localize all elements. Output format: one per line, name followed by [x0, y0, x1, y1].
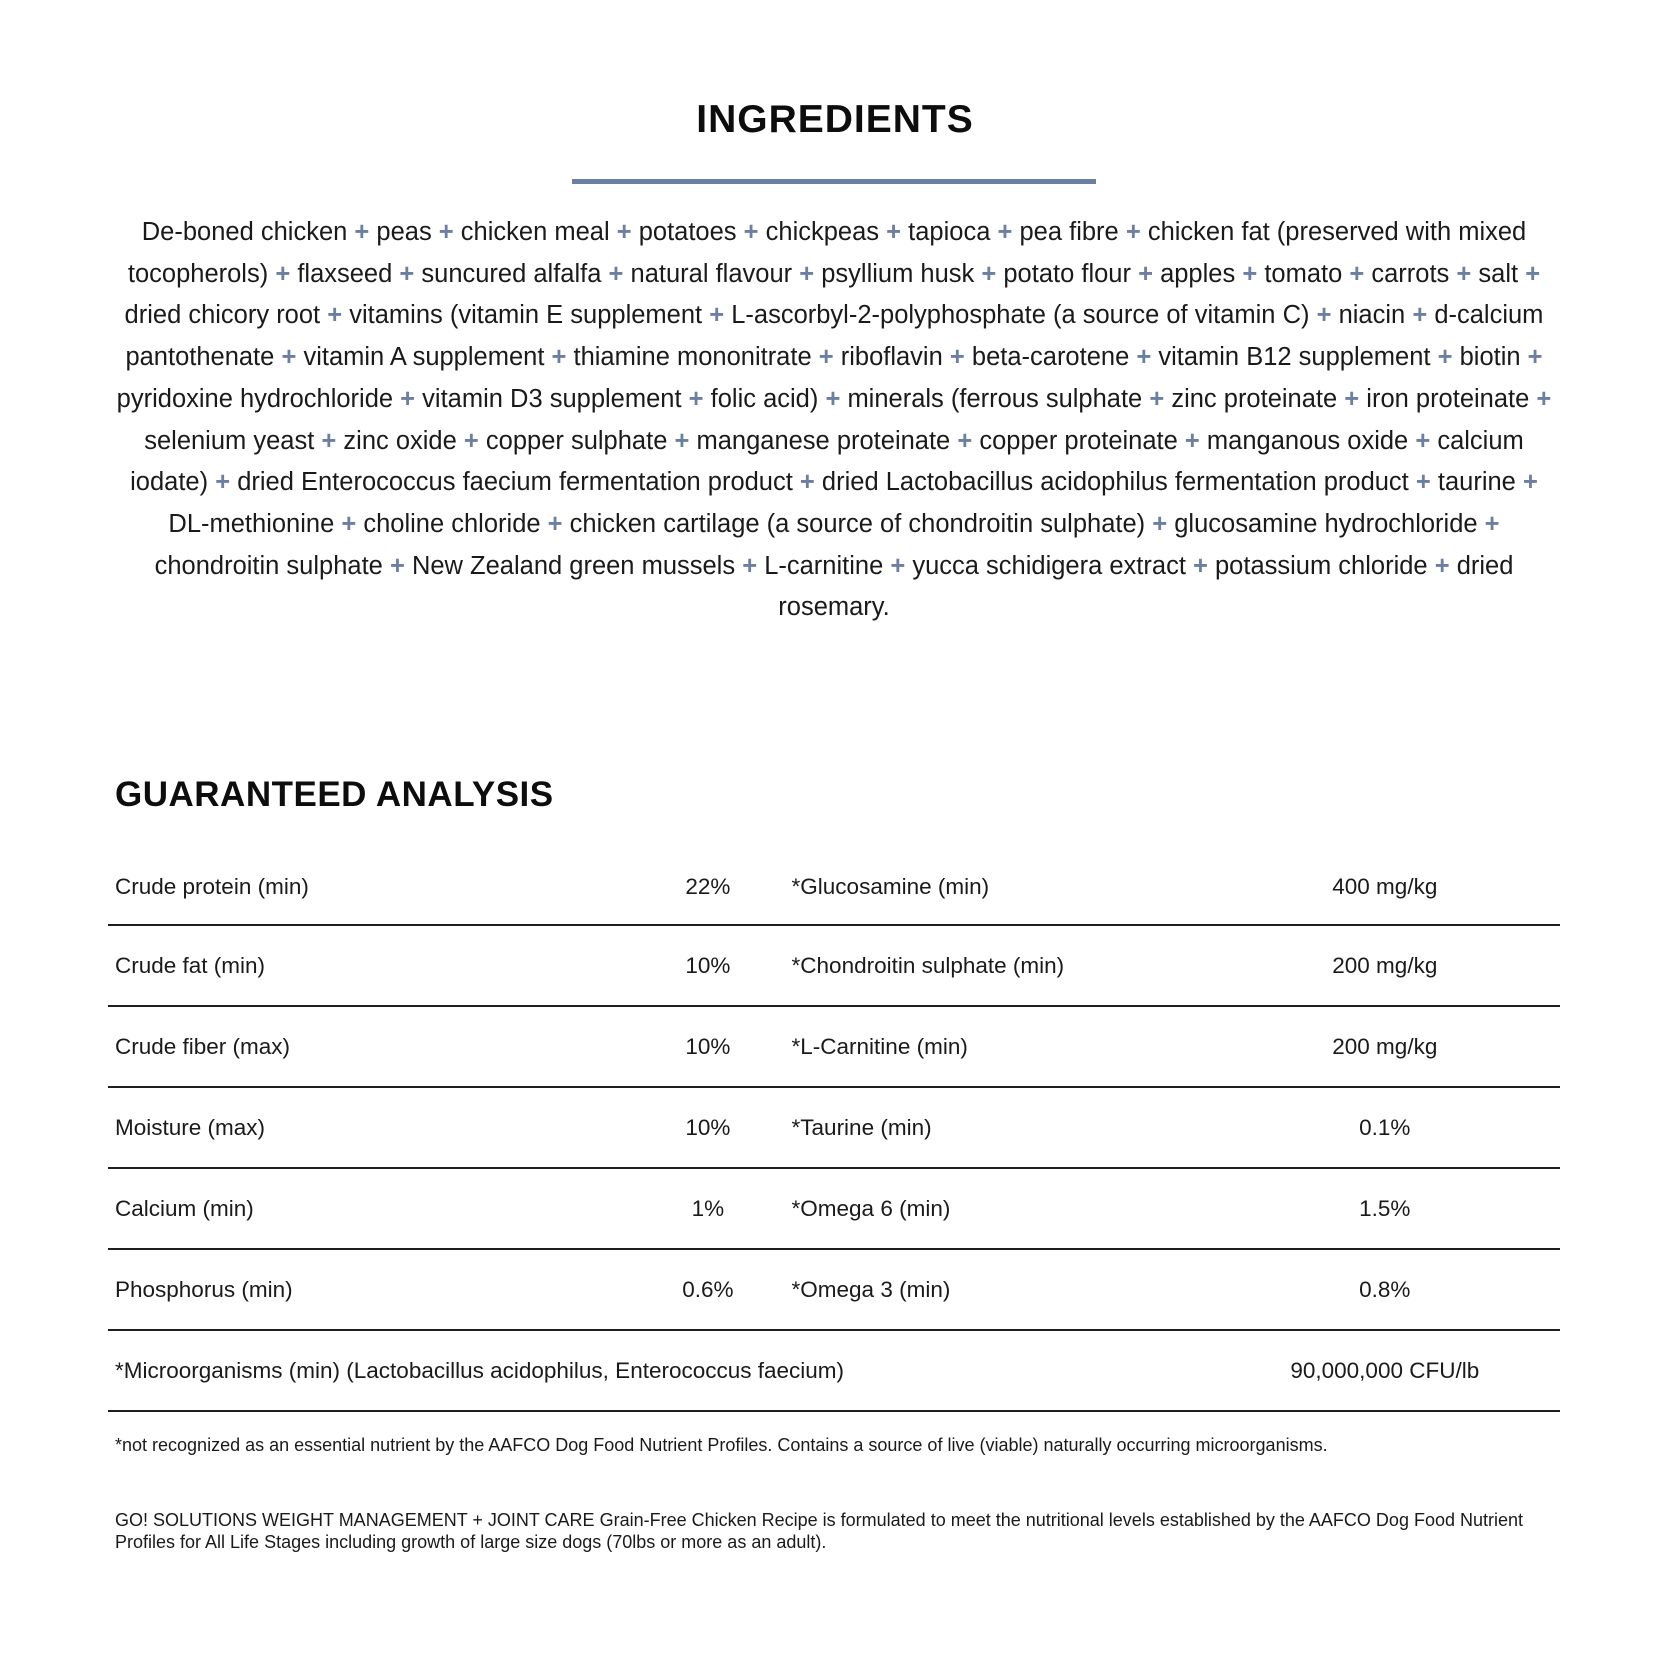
ingredient-item: chickpeas: [765, 218, 880, 246]
ingredient-item: copper sulphate: [485, 426, 668, 455]
plus-separator-icon: +: [1456, 259, 1472, 288]
plus-separator-icon: +: [438, 218, 454, 246]
plus-separator-icon: +: [275, 259, 291, 288]
ingredient-item: pea fibre: [1019, 218, 1119, 246]
nutrient-value: 90,000,000 CFU/lb: [1210, 1330, 1560, 1411]
plus-separator-icon: +: [399, 259, 415, 288]
ingredient-item: vitamins (vitamin E supplement: [349, 301, 703, 330]
plus-separator-icon: +: [608, 259, 624, 288]
ingredient-item: choline chloride: [363, 509, 541, 538]
ingredient-item: dried chicory root: [124, 301, 321, 330]
table-row: [108, 1168, 1560, 1249]
nutrient-name: *Glucosamine (min): [788, 850, 1210, 925]
ingredient-item: vitamin B12 supplement: [1158, 343, 1431, 372]
nutrient-value: 0.1%: [1210, 1087, 1560, 1168]
nutrient-name: Phosphorus (min): [108, 1249, 628, 1330]
ingredient-item: natural flavour: [630, 259, 793, 288]
nutrient-value: 10%: [628, 1006, 787, 1087]
plus-separator-icon: +: [890, 551, 906, 580]
plus-separator-icon: +: [981, 259, 997, 288]
nutrient-value: 10%: [628, 1087, 787, 1168]
plus-separator-icon: +: [1125, 218, 1141, 246]
plus-separator-icon: +: [616, 218, 632, 246]
table-row: [108, 925, 1560, 1006]
nutrient-value: 1.5%: [1210, 1168, 1560, 1249]
plus-separator-icon: +: [997, 218, 1013, 246]
ingredient-item: L-ascorbyl-2-polyphosphate (a source of vitamin C): [731, 301, 1310, 330]
table-row: [108, 1249, 1560, 1330]
ingredient-item: potatoes: [638, 218, 737, 246]
ingredient-item: salt: [1478, 259, 1519, 288]
ingredient-item: thiamine mononitrate: [573, 343, 812, 372]
plus-separator-icon: +: [825, 384, 841, 413]
ingredient-item: yucca schidigera extract: [912, 551, 1186, 580]
ingredient-item: minerals (ferrous sulphate: [847, 384, 1143, 413]
plus-separator-icon: +: [463, 426, 479, 455]
plus-separator-icon: +: [341, 509, 357, 538]
ingredient-item: vitamin A supplement: [303, 343, 545, 372]
nutrient-value: 200 mg/kg: [1210, 1006, 1560, 1087]
plus-separator-icon: +: [886, 218, 902, 246]
ingredients-title: INGREDIENTS: [696, 98, 974, 141]
aafco-statement: GO! SOLUTIONS WEIGHT MANAGEMENT + JOINT CARE Grain-Free Chicken Recipe is formulated to meet the nutritional levels established by the AAFCO Dog Food Nutrient Profiles for All Life Stages including growth of large size dogs (70lbs or more as an adult).: [115, 1510, 1524, 1552]
ingredient-item: folic acid): [710, 384, 819, 413]
plus-separator-icon: +: [1193, 551, 1208, 580]
table-row: [108, 1087, 1560, 1168]
ingredient-item: dried rosemary.: [778, 551, 1514, 622]
plus-separator-icon: +: [743, 218, 759, 246]
plus-separator-icon: +: [688, 384, 704, 413]
plus-separator-icon: +: [1152, 509, 1168, 538]
ingredient-item: apples: [1160, 259, 1236, 288]
nutrient-value: 0.8%: [1210, 1249, 1560, 1330]
ingredient-item: manganous oxide: [1206, 426, 1409, 455]
plus-separator-icon: +: [1344, 384, 1360, 413]
analysis-title: GUARANTEED ANALYSIS: [115, 775, 554, 814]
nutrient-value: 0.6%: [628, 1249, 787, 1330]
ingredient-item: tapioca: [908, 218, 991, 246]
nutrient-name: Crude fat (min): [108, 925, 628, 1006]
table-row: [108, 1330, 1560, 1411]
ingredient-item: manganese proteinate: [696, 426, 951, 455]
nutrient-name: Moisture (max): [108, 1087, 628, 1168]
ingredient-item: glucosamine hydrochloride: [1174, 509, 1478, 538]
plus-separator-icon: +: [1242, 259, 1258, 288]
ingredient-item: pyridoxine hydrochloride: [116, 384, 394, 413]
plus-separator-icon: +: [1184, 426, 1200, 455]
ingredient-item: chondroitin sulphate: [154, 551, 383, 580]
ingredient-item: psyllium husk: [821, 259, 975, 288]
plus-separator-icon: +: [1415, 426, 1431, 455]
plus-separator-icon: +: [1136, 343, 1152, 372]
ingredient-item: beta-carotene: [971, 343, 1130, 372]
nutrient-value: 10%: [628, 925, 787, 1006]
ingredient-item: riboflavin: [840, 343, 943, 372]
ingredient-item: niacin: [1338, 301, 1406, 330]
ingredient-item: biotin: [1459, 343, 1521, 372]
ingredient-item: calcium iodate): [130, 426, 1524, 497]
plus-separator-icon: +: [551, 343, 567, 372]
ingredient-item: New Zealand green mussels: [411, 551, 736, 580]
ingredient-item: carrots: [1371, 259, 1450, 288]
nutrient-name: Crude fiber (max): [108, 1006, 628, 1087]
plus-separator-icon: +: [1484, 509, 1500, 538]
plus-separator-icon: +: [1527, 343, 1543, 372]
plus-separator-icon: +: [674, 426, 690, 455]
plus-separator-icon: +: [818, 343, 834, 372]
table-row: [108, 1006, 1560, 1087]
plus-separator-icon: +: [1138, 259, 1153, 288]
plus-separator-icon: +: [547, 509, 563, 538]
ingredient-item: flaxseed: [297, 259, 393, 288]
plus-separator-icon: +: [949, 343, 965, 372]
table-row: [108, 850, 1560, 925]
plus-separator-icon: +: [281, 343, 297, 372]
nutrient-name: Calcium (min): [108, 1168, 628, 1249]
ingredient-item: zinc oxide: [343, 426, 457, 455]
title-divider: [572, 179, 1096, 184]
ingredient-item: suncured alfalfa: [421, 259, 602, 288]
nutrient-name: *Omega 3 (min): [788, 1249, 1210, 1330]
nutrient-value: 22%: [628, 850, 787, 925]
plus-separator-icon: +: [1525, 259, 1541, 288]
ingredient-item: potato flour: [1003, 259, 1131, 288]
ingredient-item: zinc proteinate: [1171, 384, 1338, 413]
ingredient-item: dried Lactobacillus acidophilus fermentation product: [821, 468, 1409, 497]
ingredient-item: selenium yeast: [144, 426, 315, 455]
plus-separator-icon: +: [321, 426, 337, 455]
plus-separator-icon: +: [1149, 384, 1165, 413]
nutrient-value: 1%: [628, 1168, 787, 1249]
plus-separator-icon: +: [400, 384, 416, 413]
plus-separator-icon: +: [1522, 468, 1538, 497]
ingredient-item: potassium chloride: [1215, 551, 1428, 580]
ingredient-item: d-calcium pantothenate: [125, 301, 1544, 372]
plus-separator-icon: +: [389, 551, 405, 580]
plus-separator-icon: +: [354, 218, 370, 246]
guaranteed-analysis-table: [108, 850, 1560, 1412]
ingredients-list: [108, 212, 1560, 629]
ingredient-item: copper proteinate: [979, 426, 1178, 455]
nutrient-name: *Chondroitin sulphate (min): [788, 925, 1210, 1006]
ingredient-item: taurine: [1437, 468, 1516, 497]
plus-separator-icon: +: [1415, 468, 1431, 497]
ingredient-item: chicken fat (preserved with mixed tocopherols): [127, 218, 1527, 288]
footnote: *not recognized as an essential nutrient by the AAFCO Dog Food Nutrient Profiles. Contains a source of live (viable) naturally occurring microorganisms.: [115, 1435, 1328, 1455]
ingredient-item: DL-methionine: [168, 509, 335, 538]
ingredient-item: chicken cartilage (a source of chondroitin sulphate): [569, 509, 1146, 538]
nutrient-name: Crude protein (min): [108, 850, 628, 925]
plus-separator-icon: +: [1536, 384, 1552, 413]
plus-separator-icon: +: [1316, 301, 1332, 330]
plus-separator-icon: +: [327, 301, 343, 330]
plus-separator-icon: +: [1437, 343, 1453, 372]
ingredient-item: vitamin D3 supplement: [422, 384, 682, 413]
plus-separator-icon: +: [1349, 259, 1365, 288]
ingredient-item: L-carnitine: [764, 551, 884, 580]
nutrient-name: *Taurine (min): [788, 1087, 1210, 1168]
plus-separator-icon: +: [1434, 551, 1450, 580]
ingredient-item: chicken meal: [460, 218, 610, 246]
nutrient-name: *Omega 6 (min): [788, 1168, 1210, 1249]
nutrient-name: *Microorganisms (min) (Lactobacillus acidophilus, Enterococcus faecium): [108, 1330, 1210, 1411]
plus-separator-icon: +: [742, 551, 758, 580]
nutrient-value: 400 mg/kg: [1210, 850, 1560, 925]
plus-separator-icon: +: [799, 468, 815, 497]
nutrient-name: *L-Carnitine (min): [788, 1006, 1210, 1087]
plus-separator-icon: +: [799, 259, 815, 288]
ingredient-item: De-boned chicken: [141, 218, 348, 246]
plus-separator-icon: +: [215, 468, 231, 497]
ingredient-item: peas: [376, 218, 432, 246]
ingredient-item: dried Enterococcus faecium fermentation product: [237, 468, 793, 497]
nutrient-value: 200 mg/kg: [1210, 925, 1560, 1006]
plus-separator-icon: +: [957, 426, 973, 455]
ingredient-item: tomato: [1264, 259, 1343, 288]
plus-separator-icon: +: [709, 301, 725, 330]
plus-separator-icon: +: [1412, 301, 1428, 330]
ingredient-item: iron proteinate: [1366, 384, 1530, 413]
